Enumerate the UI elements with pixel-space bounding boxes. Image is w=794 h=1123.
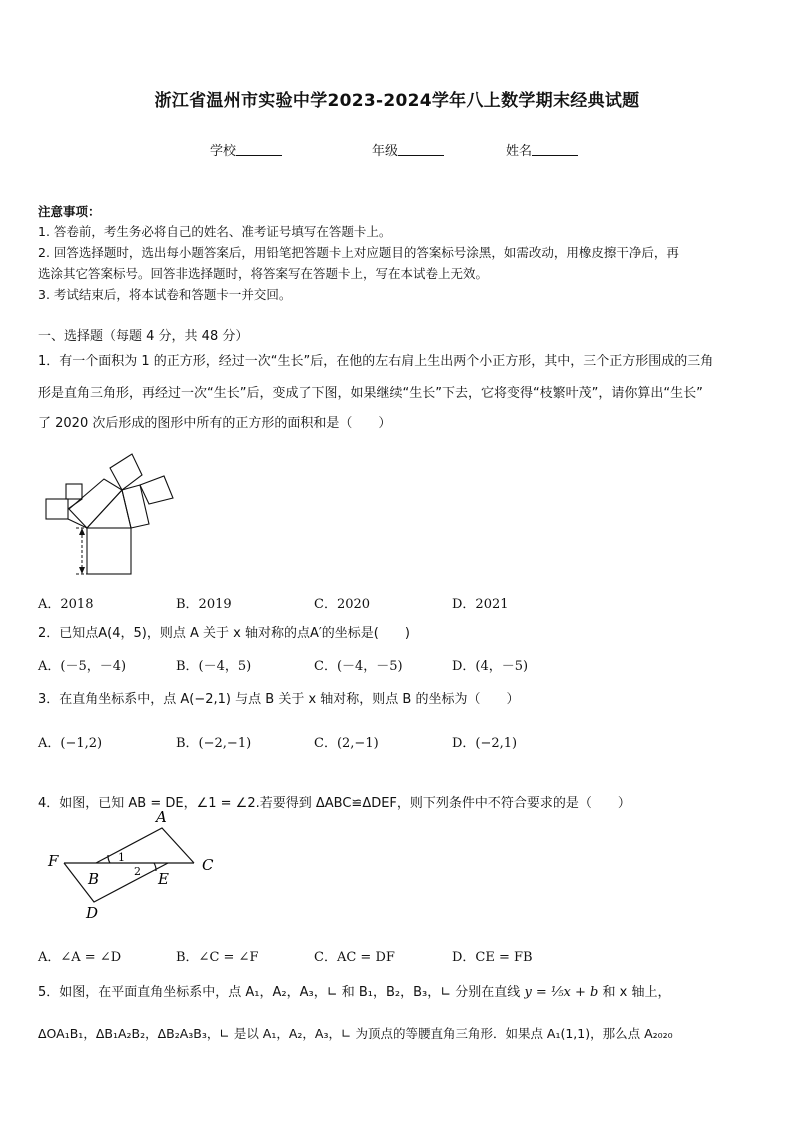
label-angle-2: 2 — [134, 865, 141, 878]
label-e: E — [158, 870, 169, 888]
q4-figure — [44, 808, 234, 926]
q2-option-d[interactable]: D．(4，－5) — [452, 659, 529, 674]
q5-stem-part: 和 x 轴上， — [602, 985, 671, 1000]
q5-line-equation: y = ⅕x + b — [524, 985, 599, 1000]
note-item: 选涂其它答案标号。回答非选择题时，将答案写在答题卡上，写在本试卷上无效。 — [38, 266, 489, 281]
label-angle-1: 1 — [118, 851, 125, 864]
school-field — [210, 140, 282, 159]
q3-stem: 3．在直角坐标系中，点 A(−2,1) 与点 B 关于 x 轴对称，则点 B 的坐标为（ ） — [38, 692, 520, 707]
q4-stem: 4．如图，已知 AB = DE，∠1 = ∠2.若要得到 ΔABC≌ΔDEF，则下列条件中不符合要求的是（ ） — [38, 796, 631, 811]
right-square — [122, 485, 149, 528]
q1-option-c[interactable]: C．2020 — [314, 597, 371, 612]
q4-option-a[interactable]: A．∠A = ∠D — [38, 950, 122, 965]
note-item: 3. 考试结束后，将本试卷和答题卡一并交回。 — [38, 287, 292, 302]
note-item: 2. 回答选择题时，选出每小题答案后，用铅笔把答题卡上对应题目的答案标号涂黑，如需改动，用橡皮擦干净后，再 — [38, 245, 679, 260]
label-f: F — [48, 852, 59, 870]
left-square — [69, 479, 122, 528]
school-blank[interactable] — [236, 143, 282, 156]
label-a: A — [156, 808, 167, 826]
base-square — [87, 528, 131, 574]
notes-heading: 注意事项： — [38, 204, 101, 219]
q4-option-b[interactable]: B．∠C = ∠F — [176, 950, 259, 965]
q4-option-c[interactable]: C．AC = DF — [314, 950, 395, 965]
q5-stem-line-1 — [38, 983, 670, 1003]
q2-stem: 2．已知点A(4，5)，则点 A 关于 x 轴对称的点A′的坐标是( ) — [38, 626, 410, 641]
grade-label: 年级 — [372, 144, 399, 159]
note-item: 1. 答卷前，考生务必将自己的姓名、准考证号填写在答题卡上。 — [38, 224, 392, 239]
label-b: B — [88, 870, 100, 888]
triangle-abc — [96, 828, 194, 863]
label-c: C — [202, 856, 214, 874]
school-label: 学校 — [210, 144, 237, 159]
q2-option-c[interactable]: C．(－4，－5) — [314, 659, 403, 674]
top-square-2 — [140, 476, 173, 504]
name-blank[interactable] — [532, 143, 578, 156]
top-square-1 — [110, 454, 142, 490]
q4-option-d[interactable]: D．CE = FB — [452, 950, 533, 965]
q1-option-a[interactable]: A．2018 — [38, 597, 94, 612]
page-title: 浙江省温州市实验中学2023-2024学年八上数学期末经典试题 — [154, 91, 640, 111]
section-heading: 一、选择题（每题 4 分，共 48 分） — [38, 329, 249, 344]
grade-field — [372, 140, 444, 159]
q3-option-b[interactable]: B．(−2,−1) — [176, 736, 252, 751]
name-field — [506, 140, 578, 159]
name-label: 姓名 — [506, 144, 533, 159]
q5-stem-line-2: ΔOA₁B₁，ΔB₁A₂B₂，ΔB₂A₃B₃，∟ 是以 A₁，A₂，A₃，∟ 为顶点的等腰直角三角形．如果点 A₁(1,1)，那么点 A₂₀₂₀ — [38, 1026, 673, 1041]
left-small-square-1 — [46, 499, 68, 519]
q2-option-b[interactable]: B．(－4，5) — [176, 659, 252, 674]
q1-stem-line: 了 2020 次后形成的图形中所有的正方形的面积和是（ ） — [38, 416, 392, 431]
triangle-def — [64, 863, 168, 902]
q3-option-c[interactable]: C．(2,−1) — [314, 736, 379, 751]
q1-stem-line: 1．有一个面积为 1 的正方形，经过一次“生长”后，在他的左右肩上生出两个小正方形，其中，三个正方形围成的三角 — [38, 354, 714, 369]
grade-blank[interactable] — [398, 143, 444, 156]
triangle-1 — [87, 490, 131, 528]
q2-option-a[interactable]: A．(－5，－4) — [38, 659, 127, 674]
left-small-square-2 — [66, 484, 82, 499]
q1-stem-line: 形是直角三角形，再经过一次“生长”后，变成了下图，如果继续“生长”下去，它将变得“枝繁叶茂”，请你算出“生长” — [38, 386, 703, 401]
q5-stem-part: 5．如图，在平面直角坐标系中，点 A₁，A₂，A₃，∟ 和 B₁，B₂，B₃，∟ 分别在直线 — [38, 985, 521, 1000]
label-d: D — [86, 904, 99, 922]
q3-option-d[interactable]: D．(−2,1) — [452, 736, 518, 751]
q1-option-b[interactable]: B．2019 — [176, 597, 232, 612]
q3-option-a[interactable]: A．(−1,2) — [38, 736, 103, 751]
q1-figure — [40, 448, 190, 578]
q1-option-d[interactable]: D．2021 — [452, 597, 509, 612]
